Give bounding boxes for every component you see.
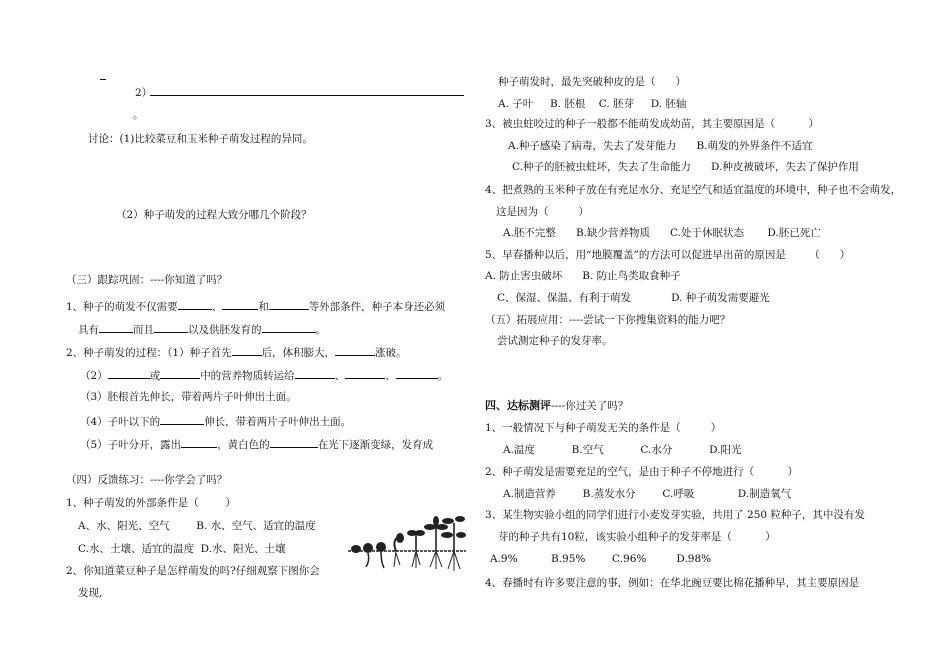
- section-5-task: 尝试测定种子的发芽率。: [497, 335, 613, 347]
- blank: [295, 367, 335, 379]
- question-3-options-ab: A.种子感染了病毒，失去了发芽能力 B.萌发的外界条件不适宜: [508, 140, 813, 152]
- dash-mark: [100, 79, 106, 80]
- feedback-question-2-cont: 发现,: [78, 587, 103, 599]
- question-3: 3、被虫蛀咬过的种子一般都不能萌发成幼苗，其主要原因是（ ）: [485, 118, 820, 130]
- question-5-options-ab: A. 防止害虫破坏 B. 防止鸟类取食种子: [485, 270, 681, 282]
- test-question-4: 4、春播时有许多要注意的事，例如：在华北豌豆要比棉花播种早，其主要原因是: [485, 577, 860, 589]
- section-4-title: （四）反馈练习：----你学会了吗？: [66, 474, 228, 486]
- fill-question-2-step-2: （2） 或 中的营养物质转运给 、 、 。: [80, 367, 448, 383]
- test-question-2-options: A.制造营养 B.蒸发水分 C.呼吸 D.制造氧气: [503, 488, 792, 500]
- fill-question-1-cont: 具有 而且 以及供胚发育的 。: [78, 321, 326, 337]
- answer-line-end: 。: [133, 109, 144, 121]
- test-question-3: 3、某生物实验小组的同学们进行小麦发芽实验，共用了 250 粒种子，其中没有发: [485, 509, 865, 521]
- test-question-3-options: A.9% B.95% C.96% D.98%: [490, 553, 712, 565]
- feedback-question-1-options-cd: C.水、土壤、适宜的温度 D.水、阳光、土壤: [78, 543, 286, 555]
- blank: [99, 321, 133, 333]
- question-4-options: A.胚不完整 B.缺少营养物质 C.处于休眠状态 D.胚已死亡: [503, 227, 821, 239]
- fill-question-2-step-5: （5）子叶分开，露出 ，黄白色的 在光下逐渐变绿，发育成: [80, 436, 433, 452]
- blank: [262, 321, 316, 333]
- blank: [396, 367, 438, 379]
- fill-question-2-step-4: （4）子叶以下的 伸长，带着两片子叶伸出土面。: [80, 413, 351, 429]
- blank: [108, 367, 150, 379]
- blank: [345, 367, 385, 379]
- question-5-options-cd: C、保湿、保温、有利于萌发 D. 种子萌发需要避光: [497, 292, 770, 304]
- blank: [269, 298, 309, 310]
- blank: [232, 344, 262, 356]
- discussion-question-1: 讨论：(1)比较菜豆和玉米种子萌发过程的异同。: [88, 133, 313, 145]
- blank: [154, 321, 188, 333]
- blank: [270, 436, 318, 448]
- test-question-2: 2、种子萌发是需要充足的空气，是由于种子不停地进行（ ）: [485, 466, 799, 478]
- feedback-question-2: 2、你知道菜豆种子是怎样萌发的吗?仔细观察下图你会: [66, 565, 320, 577]
- blank: [181, 436, 217, 448]
- fill-question-1: 1、种子的萌发不仅需要 、 和 等外部条件，种子本身还必须: [66, 298, 445, 314]
- question-3-options-cd: C.种子的胚被虫蛀坏，失去了生命能力 D.种皮被破坏，失去了保护作用: [512, 161, 859, 173]
- test-question-3-cont: 芽的种子共有10粒，该实验小组种子的发芽率是（ ）: [498, 531, 776, 543]
- feedback-question-1-options-ab: A、水、阳光、空气 B. 水、空气、适宜的温度: [78, 520, 316, 532]
- discussion-question-2: （2）种子萌发的过程大致分哪几个阶段？: [116, 209, 312, 221]
- test-question-1: 1、一般情况下与种子萌发无关的条件是（ ）: [485, 422, 722, 434]
- blank: [335, 344, 375, 356]
- answer-line-2-number: 2）: [135, 87, 153, 99]
- question-5: 5、早春播种以后，用“地膜覆盖”的方法可以促进早出苗的原因是 （ ）: [485, 249, 851, 261]
- blank: [178, 298, 212, 310]
- section-4-heading: 四、达标测评----你过关了吗？: [485, 399, 629, 412]
- question-4: 4、把煮熟的玉米种子放在有充足水分、充足空气和适宜温度的环境中，种子也不会萌发，: [485, 184, 902, 196]
- feedback-question-1: 1、种子萌发的外部条件是（ ）: [66, 497, 236, 509]
- fill-question-2-step-3: （3）胚根首先伸长，带着两片子叶伸出土面。: [80, 391, 297, 403]
- blank: [222, 298, 258, 310]
- section-3-title: （三）跟踪巩固：----你知道了吗？: [66, 274, 228, 286]
- blank: [160, 367, 200, 379]
- question-first-breaks-seedcoat-options: A. 子叶 B. 胚根 C. 胚芽 D. 胚轴: [498, 98, 687, 110]
- question-first-breaks-seedcoat: 种子萌发时，最先突破种皮的是（ ）: [498, 76, 687, 88]
- answer-blank-line: [150, 95, 464, 96]
- fill-question-2: 2、种子萌发的过程：（1）种子首先 后，体积膨大， 涨破。: [66, 344, 407, 360]
- section-5-title: （五）拓展应用：----尝试一下你搜集资料的能力吧？: [485, 314, 731, 326]
- bean-germination-illustration: [348, 513, 466, 573]
- test-question-1-options: A.温度 B.空气 C.水分 D.阳光: [503, 444, 742, 456]
- blank: [160, 413, 204, 425]
- question-4-cont: 这是因为（ ）: [496, 206, 590, 218]
